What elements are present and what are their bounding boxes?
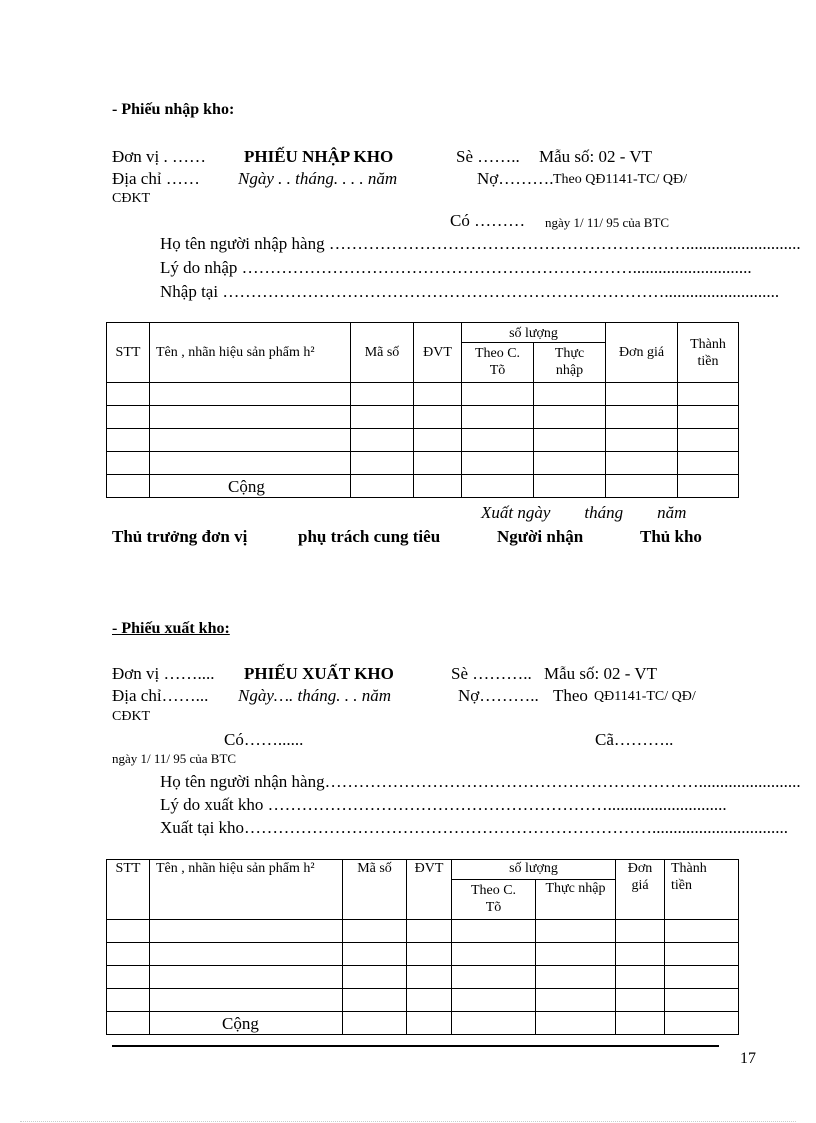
col-qty: số lượng xyxy=(462,323,606,343)
col-price: Đơn giá xyxy=(616,860,665,920)
receipt-sign-date xyxy=(481,503,686,523)
issue-decision-label: Theo xyxy=(553,686,588,705)
table-row xyxy=(107,406,739,429)
issue-debit: Nợ……….. xyxy=(458,686,539,705)
receipt-table xyxy=(106,322,739,498)
issue-decision: QĐ1141-TC/ QĐ/ xyxy=(594,689,696,704)
receipt-number: Sè …….. xyxy=(456,147,520,166)
table-row xyxy=(107,920,739,943)
receipt-date: Ngày . . tháng. . . . năm xyxy=(238,169,398,188)
receipt-reason-line: Lý do nhập ……………………………………………………………............................ xyxy=(160,258,752,277)
issue-form-no: Mẫu số: 02 - VT xyxy=(544,664,658,683)
table-row xyxy=(107,989,739,1012)
issue-other: Cã……….. xyxy=(595,730,674,749)
col-unit: ĐVT xyxy=(414,323,462,383)
page-edge xyxy=(20,1121,796,1122)
col-amount: Thành tiền xyxy=(678,323,739,383)
col-unit: ĐVT xyxy=(407,860,452,920)
total-row xyxy=(107,1012,739,1035)
issue-table xyxy=(106,859,739,1035)
issue-reason-line: Lý do xuất kho ……………………………………………………............................ xyxy=(160,795,727,814)
receipt-credit: Có ……… xyxy=(450,211,526,230)
issue-decision-cont: CĐKT xyxy=(112,709,151,724)
total-row xyxy=(107,475,739,498)
receipt-sign-keeper: Thủ kho xyxy=(640,527,702,546)
receipt-deliverer-line: Họ tên người nhập hàng ………………………………………………………........................... xyxy=(160,234,801,253)
col-qty: số lượng xyxy=(452,860,616,880)
table-row xyxy=(107,452,739,475)
issue-number: Sè ……….. xyxy=(451,664,532,683)
receipt-sign-supply: phụ trách cung tiêu xyxy=(298,527,441,546)
col-code: Mã số xyxy=(343,860,407,920)
footer-rule xyxy=(112,1045,719,1047)
receipt-decision: Theo QĐ1141-TC/ QĐ/ xyxy=(553,172,688,187)
col-qty-actual: Thực nhập xyxy=(536,880,616,920)
col-stt: STT xyxy=(107,323,150,383)
issue-receiver-line: Họ tên người nhận hàng…………………………………………………………........................ xyxy=(160,772,801,791)
issue-credit: Có……...... xyxy=(224,730,304,749)
receipt-section-title: - Phiếu nhập kho: xyxy=(112,101,235,118)
issue-location-line: Xuất tại kho………………………………………………………………................................ xyxy=(160,818,789,837)
col-qty-doc: Theo C. Tõ xyxy=(462,343,534,383)
receipt-decision-date: ngày 1/ 11/ 95 của BTC xyxy=(545,215,670,230)
receipt-debit: Nợ………. xyxy=(477,169,554,188)
col-qty-doc: Theo C. Tõ xyxy=(452,880,536,920)
col-name: Tên , nhãn hiệu sản phẩm h² xyxy=(150,323,351,383)
receipt-sign-receiver: Người nhận xyxy=(497,527,584,546)
page-number: 17 xyxy=(740,1050,756,1067)
receipt-form-no: Mẫu số: 02 - VT xyxy=(539,147,653,166)
issue-unit: Đơn vị …….... xyxy=(112,664,215,683)
table-row xyxy=(107,966,739,989)
table-row xyxy=(107,943,739,966)
issue-address: Địa chỉ……... xyxy=(112,686,209,705)
receipt-decision-cont: CĐKT xyxy=(112,191,151,206)
receipt-title: PHIẾU NHẬP KHO xyxy=(244,147,394,166)
col-qty-actual: Thực nhập xyxy=(534,343,606,383)
total-label: Cộng xyxy=(150,1012,343,1035)
col-code: Mã số xyxy=(351,323,414,383)
receipt-sign-head: Thủ trưởng đơn vị xyxy=(112,527,248,546)
table-row xyxy=(107,383,739,406)
col-amount: Thành tiền xyxy=(665,860,739,920)
receipt-address: Địa chỉ …… xyxy=(112,169,200,188)
table-row xyxy=(107,429,739,452)
receipt-location-line: Nhập tại ……………………………………………………………………........................... xyxy=(160,282,780,301)
col-price: Đơn giá xyxy=(606,323,678,383)
sign-date-text: Xuất ngày tháng năm xyxy=(481,503,687,522)
col-name: Tên , nhãn hiệu sản phẩm h² xyxy=(150,860,343,920)
col-stt: STT xyxy=(107,860,150,920)
issue-decision-date: ngày 1/ 11/ 95 của BTC xyxy=(112,751,237,766)
receipt-unit: Đơn vị . …… xyxy=(112,147,206,166)
issue-date: Ngày…. tháng. . . năm xyxy=(238,686,391,705)
total-label: Cộng xyxy=(150,475,351,498)
issue-section-title: - Phiếu xuất kho: xyxy=(112,620,230,637)
issue-title: PHIẾU XUẤT KHO xyxy=(244,664,394,683)
